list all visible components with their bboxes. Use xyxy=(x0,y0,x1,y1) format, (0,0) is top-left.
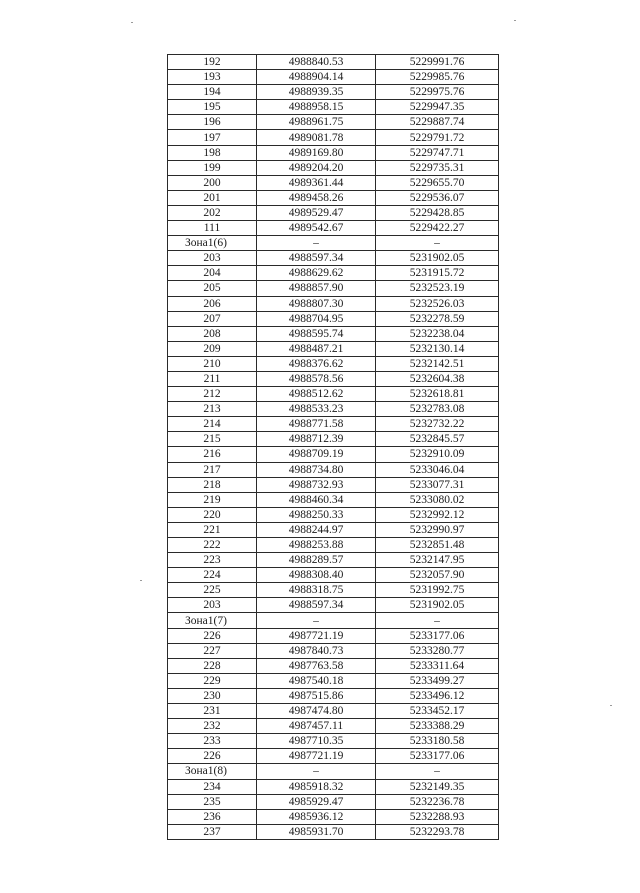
point-number-cell: 234 xyxy=(168,779,257,794)
point-number-cell: 221 xyxy=(168,522,257,537)
point-number-cell: 197 xyxy=(168,130,257,145)
y-coordinate-cell: – xyxy=(376,764,499,779)
x-coordinate-cell: 4987515.86 xyxy=(257,688,376,703)
point-number-cell: 205 xyxy=(168,281,257,296)
point-number-cell: 236 xyxy=(168,809,257,824)
table-row xyxy=(168,824,499,839)
table-row xyxy=(168,432,499,447)
point-number-cell: 228 xyxy=(168,658,257,673)
x-coordinate-cell: 4988487.21 xyxy=(257,341,376,356)
y-coordinate-cell: 5233177.06 xyxy=(376,628,499,643)
y-coordinate-cell: 5232845.57 xyxy=(376,432,499,447)
y-coordinate-cell: – xyxy=(376,613,499,628)
table-row xyxy=(168,221,499,236)
scan-speck xyxy=(140,580,142,581)
y-coordinate-cell: 5232057.90 xyxy=(376,568,499,583)
y-coordinate-cell: 5232288.93 xyxy=(376,809,499,824)
y-coordinate-cell: 5229975.76 xyxy=(376,85,499,100)
point-number-cell: 199 xyxy=(168,160,257,175)
x-coordinate-cell: 4985936.12 xyxy=(257,809,376,824)
table-row xyxy=(168,326,499,341)
x-coordinate-cell: 4988732.93 xyxy=(257,477,376,492)
table-row xyxy=(168,130,499,145)
x-coordinate-cell: 4988460.34 xyxy=(257,492,376,507)
table-row xyxy=(168,281,499,296)
x-coordinate-cell: 4989204.20 xyxy=(257,160,376,175)
point-number-cell: 203 xyxy=(168,598,257,613)
x-coordinate-cell: – xyxy=(257,613,376,628)
point-number-cell: 216 xyxy=(168,447,257,462)
point-number-cell: 195 xyxy=(168,100,257,115)
table-row xyxy=(168,507,499,522)
table-row xyxy=(168,658,499,673)
table-row xyxy=(168,356,499,371)
x-coordinate-cell: 4989081.78 xyxy=(257,130,376,145)
x-coordinate-cell: 4987721.19 xyxy=(257,628,376,643)
x-coordinate-cell: 4987763.58 xyxy=(257,658,376,673)
point-number-cell: 231 xyxy=(168,704,257,719)
point-number-cell: 208 xyxy=(168,326,257,341)
x-coordinate-cell: 4988958.15 xyxy=(257,100,376,115)
point-number-cell: 201 xyxy=(168,190,257,205)
table-row xyxy=(168,794,499,809)
point-number-cell: 230 xyxy=(168,688,257,703)
table-row xyxy=(168,251,499,266)
point-number-cell: 200 xyxy=(168,175,257,190)
point-number-cell: 215 xyxy=(168,432,257,447)
x-coordinate-cell: 4987474.80 xyxy=(257,704,376,719)
point-number-cell: 207 xyxy=(168,311,257,326)
table-row xyxy=(168,673,499,688)
y-coordinate-cell: 5232992.12 xyxy=(376,507,499,522)
x-coordinate-cell: 4988244.97 xyxy=(257,522,376,537)
x-coordinate-cell: 4988253.88 xyxy=(257,538,376,553)
point-number-cell: 233 xyxy=(168,734,257,749)
table-row xyxy=(168,447,499,462)
point-number-cell: 218 xyxy=(168,477,257,492)
x-coordinate-cell: 4988629.62 xyxy=(257,266,376,281)
coordinates-table-body xyxy=(168,55,499,840)
point-number-cell: 204 xyxy=(168,266,257,281)
point-number-cell: Зона1(6) xyxy=(168,236,257,251)
x-coordinate-cell: 4988771.58 xyxy=(257,417,376,432)
x-coordinate-cell: 4988961.75 xyxy=(257,115,376,130)
table-row xyxy=(168,190,499,205)
point-number-cell: 211 xyxy=(168,371,257,386)
y-coordinate-cell: 5232523.19 xyxy=(376,281,499,296)
x-coordinate-cell: 4988578.56 xyxy=(257,371,376,386)
table-row xyxy=(168,100,499,115)
y-coordinate-cell: 5229735.31 xyxy=(376,160,499,175)
x-coordinate-cell: 4988709.19 xyxy=(257,447,376,462)
point-number-cell: 214 xyxy=(168,417,257,432)
y-coordinate-cell: 5233496.12 xyxy=(376,688,499,703)
coordinates-table xyxy=(167,54,499,840)
y-coordinate-cell: 5229985.76 xyxy=(376,70,499,85)
table-row xyxy=(168,417,499,432)
y-coordinate-cell: 5232293.78 xyxy=(376,824,499,839)
x-coordinate-cell: 4987710.35 xyxy=(257,734,376,749)
y-coordinate-cell: 5229536.07 xyxy=(376,190,499,205)
point-number-cell: 198 xyxy=(168,145,257,160)
x-coordinate-cell: 4988597.34 xyxy=(257,251,376,266)
table-row xyxy=(168,85,499,100)
x-coordinate-cell: 4988318.75 xyxy=(257,583,376,598)
point-number-cell: 232 xyxy=(168,719,257,734)
y-coordinate-cell: 5232618.81 xyxy=(376,387,499,402)
y-coordinate-cell: 5229422.27 xyxy=(376,221,499,236)
x-coordinate-cell: 4988857.90 xyxy=(257,281,376,296)
point-number-cell: 217 xyxy=(168,462,257,477)
x-coordinate-cell: 4988840.53 xyxy=(257,55,376,70)
point-number-cell: 237 xyxy=(168,824,257,839)
y-coordinate-cell: 5232278.59 xyxy=(376,311,499,326)
y-coordinate-cell: 5231992.75 xyxy=(376,583,499,598)
scan-speck xyxy=(131,22,133,23)
y-coordinate-cell: 5229655.70 xyxy=(376,175,499,190)
y-coordinate-cell: 5232990.97 xyxy=(376,522,499,537)
point-number-cell: 196 xyxy=(168,115,257,130)
table-row xyxy=(168,462,499,477)
y-coordinate-cell: – xyxy=(376,236,499,251)
x-coordinate-cell: 4988512.62 xyxy=(257,387,376,402)
table-row xyxy=(168,402,499,417)
y-coordinate-cell: 5229947.35 xyxy=(376,100,499,115)
y-coordinate-cell: 5229791.72 xyxy=(376,130,499,145)
x-coordinate-cell: 4988807.30 xyxy=(257,296,376,311)
y-coordinate-cell: 5233180.58 xyxy=(376,734,499,749)
y-coordinate-cell: 5232236.78 xyxy=(376,794,499,809)
x-coordinate-cell: – xyxy=(257,764,376,779)
x-coordinate-cell: 4988704.95 xyxy=(257,311,376,326)
zone-header-row xyxy=(168,236,499,251)
point-number-cell: 203 xyxy=(168,251,257,266)
x-coordinate-cell: 4989361.44 xyxy=(257,175,376,190)
zone-header-row xyxy=(168,613,499,628)
table-row xyxy=(168,341,499,356)
point-number-cell: 194 xyxy=(168,85,257,100)
table-row xyxy=(168,719,499,734)
table-row xyxy=(168,688,499,703)
x-coordinate-cell: 4987840.73 xyxy=(257,643,376,658)
y-coordinate-cell: 5233077.31 xyxy=(376,477,499,492)
y-coordinate-cell: 5229747.71 xyxy=(376,145,499,160)
y-coordinate-cell: 5232238.04 xyxy=(376,326,499,341)
x-coordinate-cell: 4985929.47 xyxy=(257,794,376,809)
point-number-cell: 225 xyxy=(168,583,257,598)
x-coordinate-cell: 4988595.74 xyxy=(257,326,376,341)
y-coordinate-cell: 5233452.17 xyxy=(376,704,499,719)
y-coordinate-cell: 5232783.08 xyxy=(376,402,499,417)
point-number-cell: 193 xyxy=(168,70,257,85)
table-row xyxy=(168,598,499,613)
zone-header-row xyxy=(168,764,499,779)
point-number-cell: 222 xyxy=(168,538,257,553)
y-coordinate-cell: 5229991.76 xyxy=(376,55,499,70)
table-row xyxy=(168,734,499,749)
point-number-cell: 219 xyxy=(168,492,257,507)
x-coordinate-cell: 4988597.34 xyxy=(257,598,376,613)
point-number-cell: 209 xyxy=(168,341,257,356)
point-number-cell: 224 xyxy=(168,568,257,583)
x-coordinate-cell: 4987540.18 xyxy=(257,673,376,688)
table-row xyxy=(168,371,499,386)
x-coordinate-cell: 4985931.70 xyxy=(257,824,376,839)
x-coordinate-cell: 4989169.80 xyxy=(257,145,376,160)
y-coordinate-cell: 5229887.74 xyxy=(376,115,499,130)
point-number-cell: 206 xyxy=(168,296,257,311)
table-row xyxy=(168,296,499,311)
table-row xyxy=(168,553,499,568)
y-coordinate-cell: 5232149.35 xyxy=(376,779,499,794)
point-number-cell: Зона1(7) xyxy=(168,613,257,628)
table-row xyxy=(168,492,499,507)
table-row xyxy=(168,704,499,719)
x-coordinate-cell: 4988289.57 xyxy=(257,553,376,568)
point-number-cell: 192 xyxy=(168,55,257,70)
point-number-cell: 210 xyxy=(168,356,257,371)
table-row xyxy=(168,583,499,598)
point-number-cell: 220 xyxy=(168,507,257,522)
x-coordinate-cell: 4988939.35 xyxy=(257,85,376,100)
y-coordinate-cell: 5233046.04 xyxy=(376,462,499,477)
table-row xyxy=(168,568,499,583)
x-coordinate-cell: 4988533.23 xyxy=(257,402,376,417)
y-coordinate-cell: 5232604.38 xyxy=(376,371,499,386)
x-coordinate-cell: 4987457.11 xyxy=(257,719,376,734)
x-coordinate-cell: 4988712.39 xyxy=(257,432,376,447)
y-coordinate-cell: 5233280.77 xyxy=(376,643,499,658)
y-coordinate-cell: 5231902.05 xyxy=(376,598,499,613)
point-number-cell: 111 xyxy=(168,221,257,236)
table-row xyxy=(168,809,499,824)
table-row xyxy=(168,160,499,175)
table-row xyxy=(168,55,499,70)
x-coordinate-cell: 4989529.47 xyxy=(257,205,376,220)
y-coordinate-cell: 5232142.51 xyxy=(376,356,499,371)
y-coordinate-cell: 5231902.05 xyxy=(376,251,499,266)
table-row xyxy=(168,387,499,402)
y-coordinate-cell: 5232526.03 xyxy=(376,296,499,311)
table-row xyxy=(168,115,499,130)
point-number-cell: 226 xyxy=(168,628,257,643)
point-number-cell: 223 xyxy=(168,553,257,568)
point-number-cell: 229 xyxy=(168,673,257,688)
y-coordinate-cell: 5232851.48 xyxy=(376,538,499,553)
table-row xyxy=(168,175,499,190)
x-coordinate-cell: 4988734.80 xyxy=(257,462,376,477)
y-coordinate-cell: 5233499.27 xyxy=(376,673,499,688)
point-number-cell: Зона1(8) xyxy=(168,764,257,779)
y-coordinate-cell: 5233311.64 xyxy=(376,658,499,673)
x-coordinate-cell: 4988904.14 xyxy=(257,70,376,85)
point-number-cell: 212 xyxy=(168,387,257,402)
table-row xyxy=(168,538,499,553)
table-row xyxy=(168,266,499,281)
table-row xyxy=(168,145,499,160)
y-coordinate-cell: 5232910.09 xyxy=(376,447,499,462)
table-row xyxy=(168,477,499,492)
y-coordinate-cell: 5232130.14 xyxy=(376,341,499,356)
table-row xyxy=(168,205,499,220)
scan-speck xyxy=(514,20,516,21)
x-coordinate-cell: 4987721.19 xyxy=(257,749,376,764)
table-row xyxy=(168,749,499,764)
table-row xyxy=(168,779,499,794)
y-coordinate-cell: 5233080.02 xyxy=(376,492,499,507)
point-number-cell: 235 xyxy=(168,794,257,809)
x-coordinate-cell: 4988376.62 xyxy=(257,356,376,371)
x-coordinate-cell: – xyxy=(257,236,376,251)
table-row xyxy=(168,643,499,658)
point-number-cell: 227 xyxy=(168,643,257,658)
y-coordinate-cell: 5232147.95 xyxy=(376,553,499,568)
point-number-cell: 226 xyxy=(168,749,257,764)
y-coordinate-cell: 5231915.72 xyxy=(376,266,499,281)
y-coordinate-cell: 5229428.85 xyxy=(376,205,499,220)
x-coordinate-cell: 4988308.40 xyxy=(257,568,376,583)
y-coordinate-cell: 5233177.06 xyxy=(376,749,499,764)
table-row xyxy=(168,522,499,537)
point-number-cell: 202 xyxy=(168,205,257,220)
x-coordinate-cell: 4989458.26 xyxy=(257,190,376,205)
point-number-cell: 213 xyxy=(168,402,257,417)
table-row xyxy=(168,311,499,326)
x-coordinate-cell: 4988250.33 xyxy=(257,507,376,522)
table-row xyxy=(168,70,499,85)
y-coordinate-cell: 5233388.29 xyxy=(376,719,499,734)
x-coordinate-cell: 4985918.32 xyxy=(257,779,376,794)
x-coordinate-cell: 4989542.67 xyxy=(257,221,376,236)
table-row xyxy=(168,628,499,643)
y-coordinate-cell: 5232732.22 xyxy=(376,417,499,432)
scan-speck xyxy=(610,705,612,706)
